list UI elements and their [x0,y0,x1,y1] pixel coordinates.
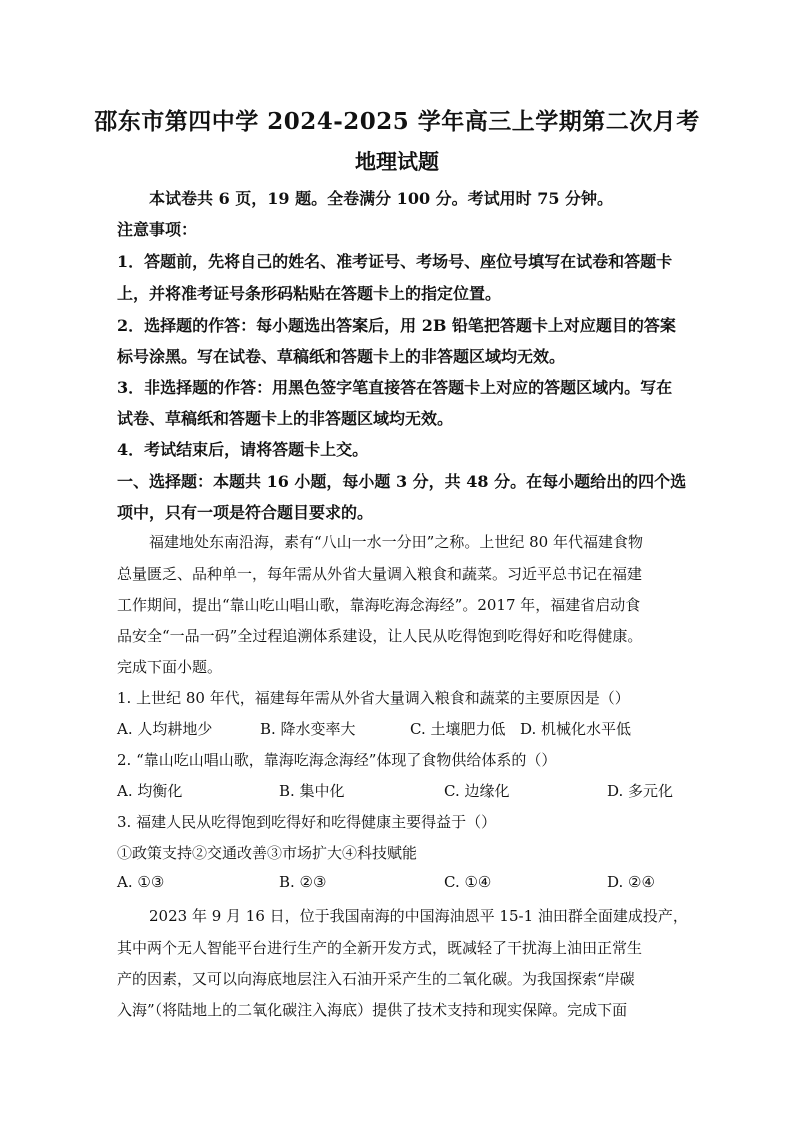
passage-line: 完成下面小题。 [117,658,223,676]
notice-heading: 注意事项： [117,220,198,239]
exam-intro: 本试卷共 6 页，19 题。全卷满分 100 分。考试用时 75 分钟。 [149,189,614,208]
passage-line: 品安全“一品一码”全过程追溯体系建设，让人民从吃得饱到吃得好和吃得健康。 [117,627,643,645]
exam-title: 邵东市第四中学 2024-2025 学年高三上学期第二次月考 [94,108,700,135]
option: B. ②③ [279,873,327,891]
passage-line: 2023 年 9 月 16 日，位于我国南海的中国海油恩平 15-1 油田群全面建成投产， [149,907,688,925]
notice-line: 4．考试结束后，请将答题卡上交。 [117,440,369,459]
option: C. ①④ [444,873,492,891]
notice-line: 2．选择题的作答：每小题选出答案后，用 2B 铅笔把答题卡上对应题目的答案 [117,316,676,335]
option: B. 集中化 [279,782,345,800]
option: A. 人均耕地少 [117,720,213,738]
passage-line: 其中两个无人智能平台进行生产的全新开发方式，既减轻了干扰海上油田正常生 [117,939,643,957]
passage-line: 福建地处东南沿海，素有“八山一水一分田”之称。上世纪 80 年代福建食物 [149,533,643,551]
question-stem: 1. 上世纪 80 年代，福建每年需从外省大量调入粮食和蔬菜的主要原因是（） [117,689,630,707]
option: D. 多元化 [607,782,674,800]
option: B. 降水变率大 [260,720,356,738]
passage-line: 入海”（将陆地上的二氧化碳注入海底）提供了技术支持和现实保障。完成下面 [117,1001,628,1019]
question-stem: 3. 福建人民从吃得饱到吃得好和吃得健康主要得益于（） [117,813,497,831]
exam-subject: 地理试题 [355,149,439,174]
option: C. 土壤肥力低 [410,720,506,738]
option: D. 机械化水平低 [520,720,632,738]
notice-line: 1．答题前，先将自己的姓名、准考证号、考场号、座位号填写在试卷和答题卡 [117,252,673,271]
passage-line: 总量匮乏、品种单一，每年需从外省大量调入粮食和蔬菜。习近平总书记在福建 [117,565,643,583]
section-heading: 项中，只有一项是符合题目要求的。 [117,503,374,522]
notice-line: 3．非选择题的作答：用黑色签字笔直接答在答题卡上对应的答题区域内。写在 [117,378,673,397]
passage-line: 产的因素，又可以向海底地层注入石油开采产生的二氧化碳。为我国探索“岸碳 [117,970,635,988]
notice-line: 标号涂黑。写在试卷、草稿纸和答题卡上的非答题区域均无效。 [117,347,566,366]
option: C. 边缘化 [444,782,510,800]
passage-line: 工作期间，提出“靠山吃山唱山歌，靠海吃海念海经”。2017 年，福建省启动食 [117,596,641,614]
option: A. 均衡化 [117,782,183,800]
option: A. ①③ [117,873,165,891]
option: D. ②④ [607,873,655,891]
section-heading: 一、选择题：本题共 16 小题，每小题 3 分，共 48 分。在每小题给出的四个选 [117,472,687,491]
question-choices: ①政策支持②交通改善③市场扩大④科技赋能 [117,844,418,862]
question-stem: 2. “靠山吃山唱山歌，靠海吃海念海经”体现了食物供给体系的（） [117,751,557,769]
notice-line: 试卷、草稿纸和答题卡上的非答题区域均无效。 [117,409,454,428]
notice-line: 上，并将准考证号条形码粘贴在答题卡上的指定位置。 [117,284,502,303]
